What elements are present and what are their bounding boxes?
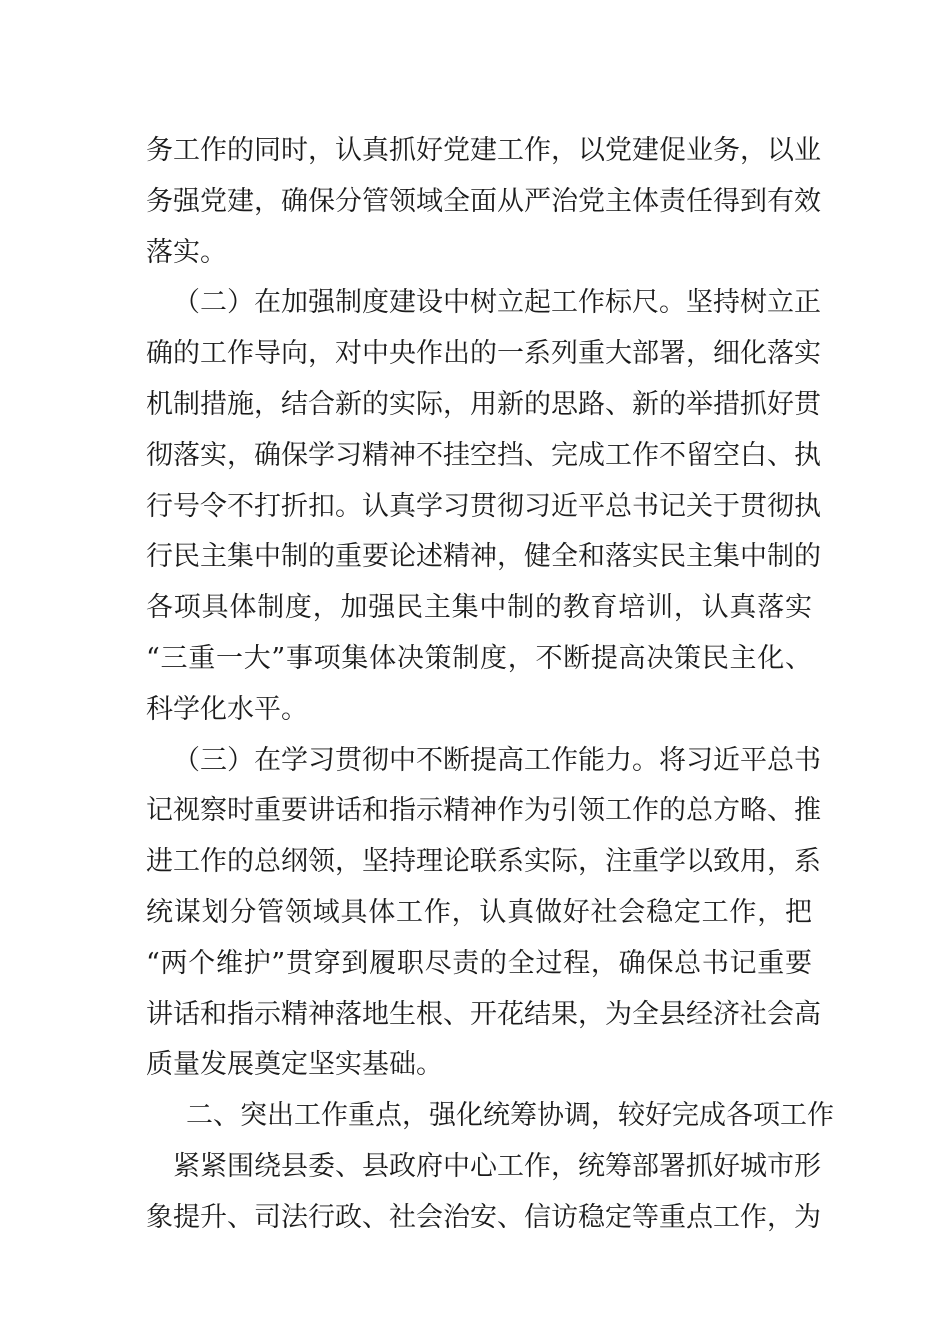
paragraph-line: 机制措施，结合新的实际，用新的思路、新的举措抓好贯	[146, 388, 821, 420]
paragraph-line: “三重一大”事项集体决策制度，不断提高决策民主化、	[146, 642, 812, 674]
paragraph-line: 统谋划分管领域具体工作，认真做好社会稳定工作，把	[146, 896, 812, 928]
paragraph-line: 确的工作导向，对中央作出的一系列重大部署，细化落实	[146, 338, 821, 370]
paragraph-line: 落实。	[146, 236, 227, 268]
paragraph-line: 记视察时重要讲话和指示精神作为引领工作的总方略、推	[146, 795, 821, 827]
paragraph-line: 行民主集中制的重要论述精神，健全和落实民主集中制的	[146, 541, 821, 573]
paragraph-line: 进工作的总纲领，坚持理论联系实际，注重学以致用，系	[146, 846, 821, 878]
section-heading: 二、突出工作重点，强化统筹协调，较好完成各项工作	[186, 1100, 834, 1132]
paragraph-line: 务工作的同时，认真抓好党建工作，以党建促业务，以业	[146, 135, 821, 166]
paragraph-line: 各项具体制度，加强民主集中制的教育培训，认真落实	[146, 592, 812, 624]
paragraph-line: 紧紧围绕县委、县政府中心工作，统筹部署抓好城市形	[173, 1150, 821, 1182]
paragraph-line: 象提升、司法行政、社会治安、信访稳定等重点工作，为	[146, 1201, 821, 1233]
paragraph-line: （三）在学习贯彻中不断提高工作能力。将习近平总书	[173, 744, 821, 776]
paragraph-line: 质量发展奠定坚实基础。	[146, 1049, 443, 1081]
paragraph-line: 行号令不打折扣。认真学习贯彻习近平总书记关于贯彻执	[146, 490, 821, 522]
document-body	[146, 126, 834, 1244]
paragraph-line: 科学化水平。	[146, 693, 308, 725]
paragraph-line: （二）在加强制度建设中树立起工作标尺。坚持树立正	[173, 287, 821, 319]
paragraph-line: 务强党建，确保分管领域全面从严治党主体责任得到有效	[146, 185, 821, 217]
paragraph-line: “两个维护”贯穿到履职尽责的全过程，确保总书记重要	[146, 947, 812, 979]
paragraph-line: 讲话和指示精神落地生根、开花结果，为全县经济社会高	[146, 998, 821, 1030]
paragraph-line: 彻落实，确保学习精神不挂空挡、完成工作不留空白、执	[146, 439, 821, 471]
